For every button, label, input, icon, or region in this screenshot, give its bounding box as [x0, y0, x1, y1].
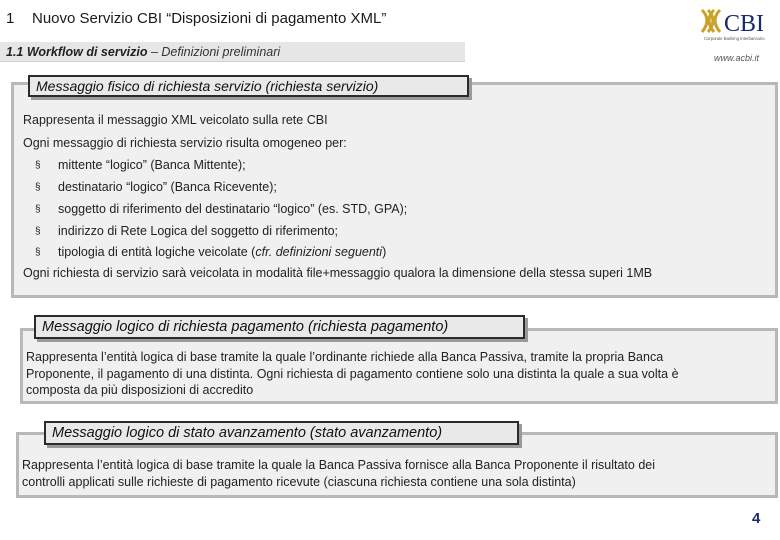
bullet-item: indirizzo di Rete Logica del soggetto di riferimento;: [58, 224, 339, 238]
bullet-item: destinatario “logico” (Banca Ricevente);: [58, 180, 277, 194]
section3-line: Rappresenta l’entità logica di base tramite la quale la Banca Passiva fornisce alla Banca Proponente il risultato dei: [22, 458, 656, 472]
page-number: 4: [752, 510, 761, 527]
logo-tagline: Corporate Banking Interbancario: [704, 36, 765, 41]
bullet5-text: tipologia di entità logiche veicolate (: [58, 245, 256, 259]
logo-emblem-icon: [702, 10, 720, 32]
section1-heading: Messaggio fisico di richiesta servizio (richiesta servizio): [28, 75, 469, 97]
subtitle-bar: [0, 42, 465, 62]
subtitle-description: – Definizioni preliminari: [147, 45, 281, 59]
bullet-marker: §: [35, 247, 41, 258]
bullet-item: mittente “logico” (Banca Mittente);: [58, 158, 246, 172]
website-url: www.acbi.it: [714, 53, 760, 63]
section-number: 1: [6, 10, 15, 27]
slide-title: [6, 10, 386, 27]
bullet-item: [58, 245, 386, 259]
section3-body: [22, 457, 655, 490]
panel-richiesta-pagamento: [20, 328, 778, 404]
title-text: Nuovo Servizio CBI “Disposizioni di pagamento XML”: [32, 10, 387, 27]
section2-heading: Messaggio logico di richiesta pagamento (richiesta pagamento): [34, 315, 525, 339]
bullet-marker: §: [35, 204, 41, 215]
bullet-marker: §: [35, 160, 41, 171]
bullet-marker: §: [35, 226, 41, 237]
section2-line: Rappresenta l’entità logica di base tramite la quale l’ordinante richiede alla Banca Passiva, tramite la propria Banca: [26, 350, 664, 364]
panel-richiesta-servizio: [11, 82, 778, 298]
section1-closing: Ogni richiesta di servizio sarà veicolata in modalità file+messaggio qualora la dimensione della stessa superi 1MB: [23, 266, 653, 280]
cbi-logo: [700, 6, 776, 42]
section3-line: controlli applicati sulle richieste di pagamento ricevute (ciascuna richiesta contiene una sola distinta): [22, 474, 576, 489]
bullet5-close: ): [382, 245, 387, 259]
section2-line: composta da più disposizioni di accredito: [26, 383, 254, 397]
logo-text: CBI: [724, 11, 765, 37]
bullet5-italic: cfr. definizioni seguenti: [255, 245, 383, 259]
subtitle-section: 1.1 Workflow di servizio: [6, 45, 148, 59]
section1-line2: Ogni messaggio di richiesta servizio risulta omogeneo per:: [23, 136, 347, 150]
section3-heading: Messaggio logico di stato avanzamento (stato avanzamento): [44, 421, 519, 445]
bullet-item: soggetto di riferimento del destinatario “logico” (es. STD, GPA);: [58, 202, 408, 216]
bullet-marker: §: [35, 182, 41, 193]
section2-body: [26, 349, 679, 399]
section2-line: Proponente, il pagamento di una distinta. Ogni richiesta di pagamento contiene solo una distinta la quale a sua volta è: [26, 366, 679, 381]
section1-line1: Rappresenta il messaggio XML veicolato sulla rete CBI: [23, 113, 328, 127]
